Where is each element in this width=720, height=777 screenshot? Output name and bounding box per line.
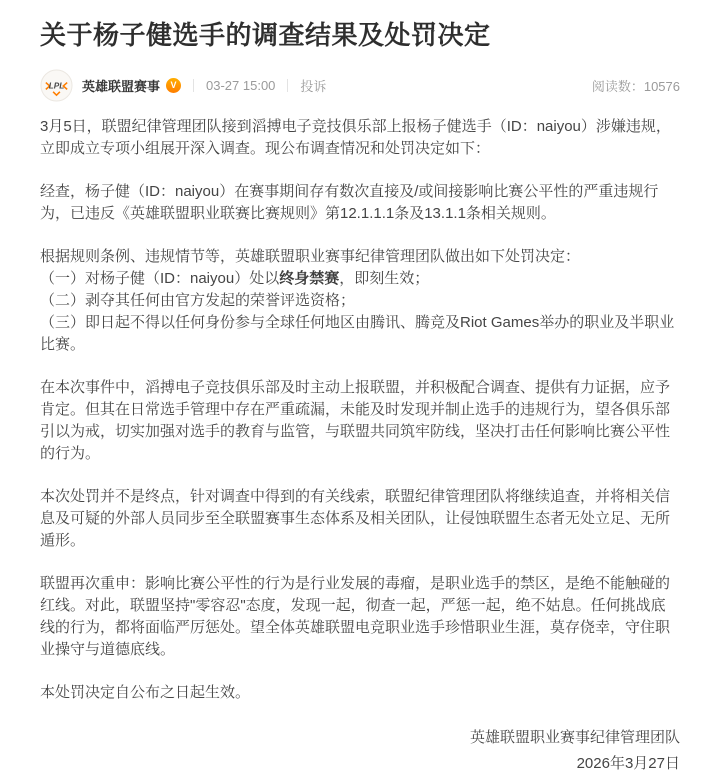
decision-item-1-post: ，即刻生效； — [339, 270, 430, 287]
verified-badge-icon: V — [166, 78, 181, 93]
author-row — [40, 68, 680, 102]
paragraph-findings: 经查，杨子健（ID：naiyou）在赛事期间存有数次直接及/或间接影响比赛公平性的严重违规行为，已违反《英雄联盟职业联赛比赛规则》第12.1.1.1条及13.1.1条相关规则。 — [40, 183, 659, 222]
article-body — [40, 116, 680, 777]
decision-item-1-pre: （一）对杨子健（ID：naiyou）处以 — [40, 270, 280, 287]
publish-time: 03-27 15:00 — [206, 77, 276, 93]
signature-block — [40, 725, 680, 777]
read-count-label: 阅读数： — [591, 78, 644, 94]
paragraph-report: 3月5日，联盟纪律管理团队接到滔搏电子竞技俱乐部上报杨子健选手（ID：naiyou）涉嫌违规，立即成立专项小组展开深入调查。现公布调查情况和处罚决定如下： — [40, 118, 671, 157]
paragraph-effective: 本处罚决定自公布之日起生效。 — [40, 684, 251, 701]
meta-separator — [287, 79, 288, 92]
signature-date: 2026年3月27日 — [576, 755, 680, 772]
decision-intro: 根据规则条例、违规情节等，英雄联盟职业赛事纪律管理团队做出如下处罚决定： — [40, 248, 581, 265]
page-title: 关于杨子健选手的调查结果及处罚决定 — [40, 20, 491, 50]
paragraph-followup: 本次处罚并不是终点，针对调查中得到的有关线索，联盟纪律管理团队将继续追查，并将相关信息及可疑的外部人员同步至全联盟赛事生态体系及相关团队，让侵蚀联盟生态者无处立足、无所遁形。 — [40, 488, 671, 549]
paragraph-statement: 联盟再次重申：影响比赛公平性的行为是行业发展的毒瘤，是职业选手的禁区，是绝不能触碰的红线。对此，联盟坚持"零容忍"态度，发现一起，彻查一起，严惩一起，绝不姑息。任何挑战底线的行为，都将面临严厉惩处。望全体英雄联盟电竞职业选手珍惜职业生涯，莫存侥幸，守住职业操守与道德底线。 — [40, 575, 671, 658]
decision-item-1 — [40, 268, 680, 290]
decision-item-1-penalty: 终身禁赛 — [279, 270, 340, 287]
author-name[interactable]: 英雄联盟赛事 — [82, 78, 161, 94]
logo-text: LPL — [48, 80, 65, 90]
read-count — [592, 76, 680, 95]
lpl-logo-avatar[interactable] — [40, 69, 73, 102]
report-link[interactable]: 投诉 — [300, 78, 327, 94]
decision-item-3: （三）即日起不得以任何身份参与全球任何地区由腾讯、腾竞及Riot Games举办的职业及半职业比赛。 — [40, 314, 675, 353]
meta-separator — [193, 79, 194, 92]
decision-item-2: （二）剥夺其任何由官方发起的荣誉评选资格； — [40, 292, 356, 309]
signature-team: 英雄联盟职业赛事纪律管理团队 — [469, 729, 680, 746]
paragraph-club: 在本次事件中，滔搏电子竞技俱乐部及时主动上报联盟，并积极配合调查、提供有力证据，应予肯定。但其在日常选手管理中存在严重疏漏，未能及时发现并制止选手的违规行为，望各俱乐部引以为戒，切实加强对选手的教育与监管，与联盟共同筑牢防线，坚决打击任何影响比赛公平性的行为。 — [40, 379, 671, 462]
read-count-value: 10576 — [643, 78, 680, 94]
